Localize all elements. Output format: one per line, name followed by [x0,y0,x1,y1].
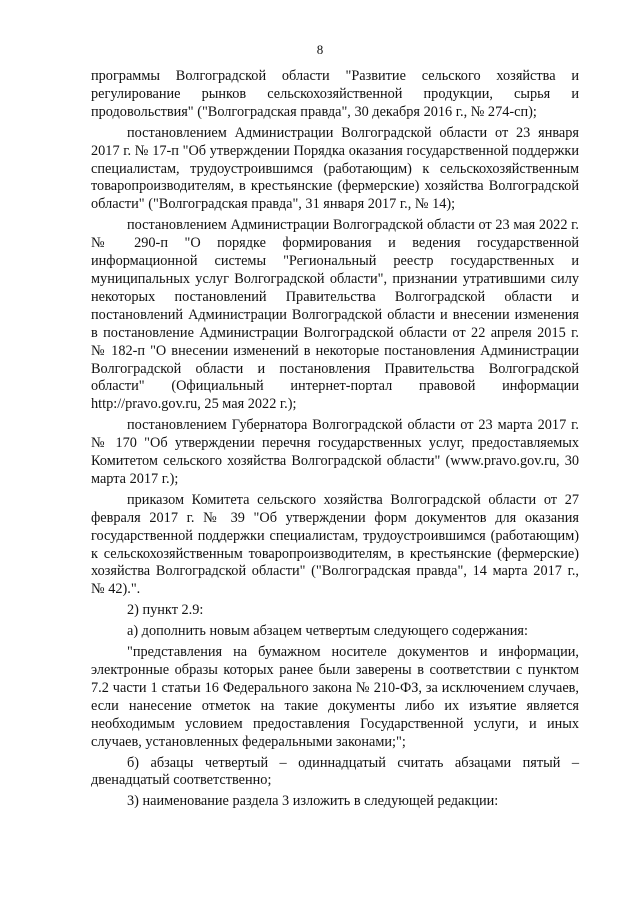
paragraph-2: постановлением Администрации Волгоградской области от 23 января 2017 г. № 17-п "Об утверждении Порядка оказания государственной поддержки специалистам, трудоустроившимся (работающим) к сельскохозяйственным товаропроизводителям, в крестьянские (фермерские) хозяйства Волгоградской области" ("Волгоградская правда", 31 января 2017 г., № 14); [91,124,579,213]
page-number: 8 [316,42,324,57]
paragraph-1: программы Волгоградской области "Развитие сельского хозяйства и регулирование рынков сельскохозяйственной продукции, сырья и продовольствия" ("Волгоградская правда", 30 декабря 2016 г., № 274-сп); [91,68,579,120]
paragraph-10: 3) наименование раздела 3 изложить в следующей редакции: [127,793,499,810]
paragraph-7: а) дополнить новым абзацем четвертым следующего содержания: [127,623,528,640]
paragraph-6: 2) пункт 2.9: [127,602,204,619]
paragraph-8: "представления на бумажном носителе документов и информации, электронные образы которых ранее были заверены в соответствии с пунктом 7.2 части 1 статьи 16 Федерального закона № 210-ФЗ, за исключением случаев, если нанесение отметок на такие документы либо их изъятие является необходимым условием предоставления Государственной услуги, и иных случаев, установленных федеральными законами;"; [91,644,579,750]
paragraph-3: постановлением Администрации Волгоградской области от 23 мая 2022 г. № 290-п "О порядке формирования и ведения государственной информационной системы "Региональный реестр государственных и муниципальных услуг Волгоградской области", признании утратившими силу некоторых постановлений Правительства Волгоградской области и постановлений Администрации Волгоградской области и внесении изменения в постановление Администрации Волгоградской области от 22 апреля 2015 г. № 182-п "О внесении изменений в некоторые постановления Администрации Волгоградской области и постановления Правительства Волгоградской области" (Официальный интернет-портал правовой информации http://pravo.gov.ru, 25 мая 2022 г.); [91,217,579,413]
paragraph-5: приказом Комитета сельского хозяйства Волгоградской области от 27 февраля 2017 г. № 39 "Об утверждении форм документов для оказания государственной поддержки специалистам, трудоустроившимся (работающим) к сельскохозяйственным товаропроизводителям, в крестьянские (фермерские) хозяйства Волгоградской области" ("Волгоградская правда", 14 марта 2017 г., № 42).". [91,491,579,598]
paragraph-9: б) абзацы четвертый – одиннадцатый считать абзацами пятый – двенадцатый соответственно; [91,754,579,789]
document-body [91,68,579,811]
paragraph-4: постановлением Губернатора Волгоградской области от 23 марта 2017 г. № 170 "Об утверждении перечня государственных услуг, предоставляемых Комитетом сельского хозяйства Волгоградской области" (www.pravo.gov.ru, 30 марта 2017 г.); [91,417,579,487]
